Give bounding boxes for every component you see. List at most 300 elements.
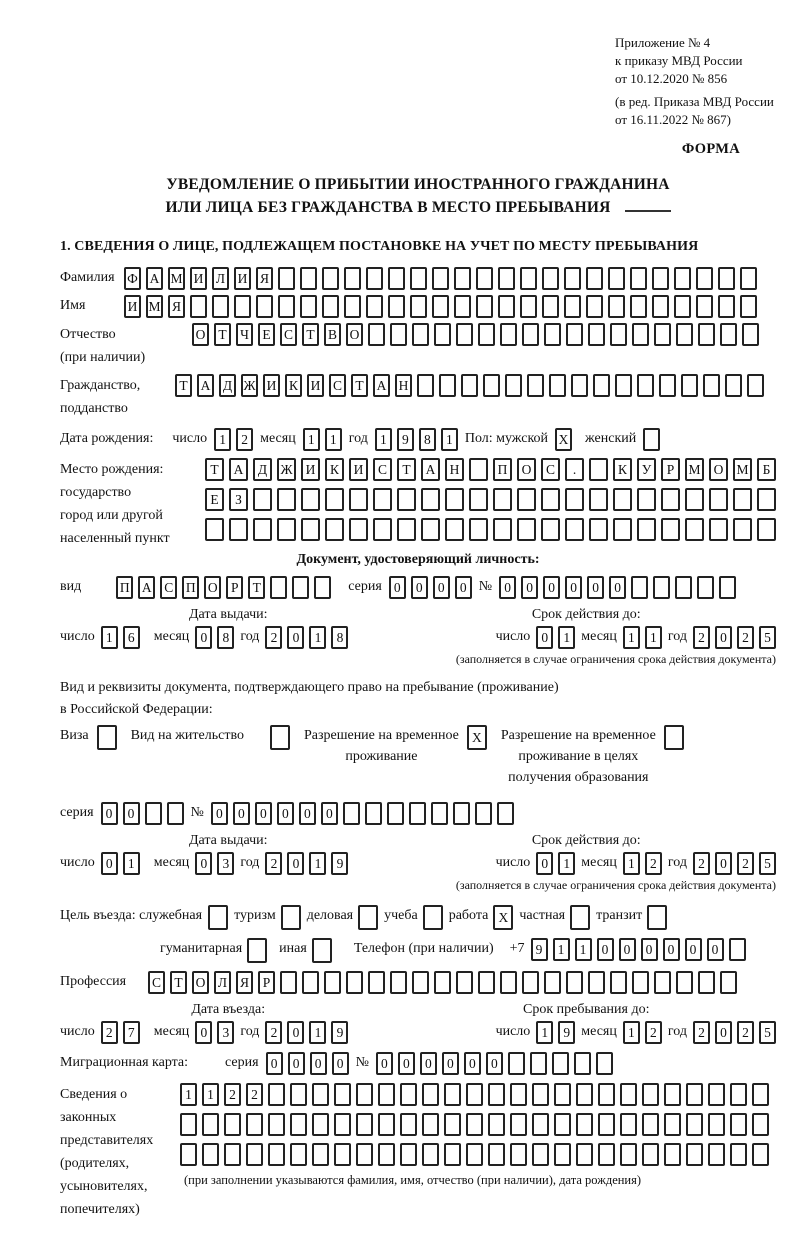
form-cell[interactable] xyxy=(444,1083,461,1106)
form-cell[interactable] xyxy=(596,1052,613,1075)
form-cell[interactable] xyxy=(277,488,296,511)
form-cell[interactable] xyxy=(469,458,488,481)
form-cell[interactable] xyxy=(423,905,443,930)
form-cell[interactable]: А xyxy=(229,458,248,481)
form-cell[interactable] xyxy=(344,267,361,290)
form-cell[interactable]: 0 xyxy=(101,852,118,875)
form-cell[interactable] xyxy=(698,971,715,994)
form-cell[interactable] xyxy=(456,971,473,994)
form-cell[interactable]: 1 xyxy=(441,428,458,451)
form-cell[interactable] xyxy=(378,1083,395,1106)
form-cell[interactable] xyxy=(637,374,654,397)
form-cell[interactable]: Ф xyxy=(124,267,141,290)
form-cell[interactable] xyxy=(730,1083,747,1106)
form-cell[interactable] xyxy=(608,295,625,318)
form-cell[interactable] xyxy=(686,1083,703,1106)
form-cell[interactable] xyxy=(642,1113,659,1136)
form-cell[interactable]: А xyxy=(373,374,390,397)
form-cell[interactable]: X xyxy=(555,428,572,451)
form-cell[interactable] xyxy=(564,267,581,290)
form-cell[interactable]: 1 xyxy=(325,428,342,451)
form-cell[interactable]: 2 xyxy=(645,852,662,875)
form-cell[interactable] xyxy=(253,518,272,541)
form-cell[interactable]: Р xyxy=(661,458,680,481)
form-cell[interactable]: Р xyxy=(258,971,275,994)
form-cell[interactable] xyxy=(270,576,287,599)
form-cell[interactable] xyxy=(697,576,714,599)
form-cell[interactable] xyxy=(312,938,332,963)
form-cell[interactable] xyxy=(549,374,566,397)
form-cell[interactable] xyxy=(278,295,295,318)
form-cell[interactable]: 0 xyxy=(287,626,304,649)
form-cell[interactable]: 1 xyxy=(375,428,392,451)
form-cell[interactable] xyxy=(630,295,647,318)
form-cell[interactable]: 2 xyxy=(737,852,754,875)
form-cell[interactable] xyxy=(642,1083,659,1106)
form-cell[interactable]: 5 xyxy=(759,626,776,649)
form-cell[interactable] xyxy=(508,1052,525,1075)
form-cell[interactable] xyxy=(517,518,536,541)
form-cell[interactable] xyxy=(493,488,512,511)
form-cell[interactable] xyxy=(565,488,584,511)
form-cell[interactable] xyxy=(719,576,736,599)
form-cell[interactable] xyxy=(378,1113,395,1136)
form-cell[interactable] xyxy=(322,267,339,290)
form-cell[interactable] xyxy=(453,802,470,825)
form-cell[interactable] xyxy=(589,458,608,481)
form-cell[interactable] xyxy=(631,576,648,599)
form-cell[interactable] xyxy=(517,488,536,511)
form-cell[interactable]: 8 xyxy=(217,626,234,649)
form-cell[interactable]: 2 xyxy=(265,852,282,875)
form-cell[interactable] xyxy=(654,323,671,346)
form-cell[interactable] xyxy=(520,267,537,290)
form-cell[interactable] xyxy=(586,267,603,290)
form-cell[interactable]: 0 xyxy=(619,938,636,961)
form-cell[interactable] xyxy=(718,267,735,290)
form-cell[interactable]: 0 xyxy=(321,802,338,825)
form-cell[interactable]: 2 xyxy=(693,626,710,649)
form-cell[interactable] xyxy=(676,971,693,994)
form-cell[interactable] xyxy=(247,938,267,963)
form-cell[interactable] xyxy=(325,488,344,511)
form-cell[interactable]: О xyxy=(192,971,209,994)
form-cell[interactable]: П xyxy=(182,576,199,599)
form-cell[interactable]: 1 xyxy=(180,1083,197,1106)
form-cell[interactable]: 0 xyxy=(195,852,212,875)
form-cell[interactable]: Т xyxy=(175,374,192,397)
form-cell[interactable] xyxy=(708,1083,725,1106)
form-cell[interactable]: 2 xyxy=(101,1021,118,1044)
form-cell[interactable] xyxy=(417,374,434,397)
form-cell[interactable] xyxy=(400,1113,417,1136)
form-cell[interactable]: С xyxy=(329,374,346,397)
form-cell[interactable] xyxy=(664,1113,681,1136)
form-cell[interactable] xyxy=(302,971,319,994)
form-cell[interactable] xyxy=(476,267,493,290)
form-cell[interactable] xyxy=(571,374,588,397)
form-cell[interactable]: 0 xyxy=(287,1021,304,1044)
form-cell[interactable]: П xyxy=(493,458,512,481)
form-cell[interactable]: 1 xyxy=(303,428,320,451)
form-cell[interactable] xyxy=(366,295,383,318)
form-cell[interactable]: П xyxy=(116,576,133,599)
form-cell[interactable]: З xyxy=(229,488,248,511)
form-cell[interactable]: Н xyxy=(395,374,412,397)
form-cell[interactable]: 6 xyxy=(123,626,140,649)
form-cell[interactable] xyxy=(434,971,451,994)
form-cell[interactable] xyxy=(566,971,583,994)
form-cell[interactable]: 0 xyxy=(376,1052,393,1075)
form-cell[interactable] xyxy=(733,488,752,511)
form-cell[interactable] xyxy=(718,295,735,318)
form-cell[interactable]: У xyxy=(637,458,656,481)
form-cell[interactable]: 1 xyxy=(623,852,640,875)
form-cell[interactable]: 2 xyxy=(265,1021,282,1044)
form-cell[interactable] xyxy=(301,488,320,511)
form-cell[interactable]: И xyxy=(301,458,320,481)
form-cell[interactable] xyxy=(674,267,691,290)
form-cell[interactable]: 0 xyxy=(123,802,140,825)
form-cell[interactable] xyxy=(300,267,317,290)
form-cell[interactable]: X xyxy=(493,905,513,930)
form-cell[interactable] xyxy=(532,1083,549,1106)
form-cell[interactable] xyxy=(390,971,407,994)
form-cell[interactable] xyxy=(576,1083,593,1106)
form-cell[interactable] xyxy=(208,905,228,930)
form-cell[interactable] xyxy=(439,374,456,397)
form-cell[interactable]: В xyxy=(324,323,341,346)
form-cell[interactable] xyxy=(246,1113,263,1136)
form-cell[interactable] xyxy=(510,1113,527,1136)
form-cell[interactable]: 0 xyxy=(565,576,582,599)
form-cell[interactable] xyxy=(720,323,737,346)
form-cell[interactable]: Т xyxy=(302,323,319,346)
form-cell[interactable]: 0 xyxy=(398,1052,415,1075)
form-cell[interactable]: 2 xyxy=(737,626,754,649)
form-cell[interactable]: 1 xyxy=(309,626,326,649)
form-cell[interactable] xyxy=(301,518,320,541)
form-cell[interactable] xyxy=(637,488,656,511)
form-cell[interactable]: Н xyxy=(445,458,464,481)
form-cell[interactable]: 7 xyxy=(123,1021,140,1044)
form-cell[interactable]: 0 xyxy=(486,1052,503,1075)
form-cell[interactable]: 0 xyxy=(389,576,406,599)
form-cell[interactable]: М xyxy=(733,458,752,481)
form-cell[interactable] xyxy=(397,488,416,511)
form-cell[interactable] xyxy=(740,295,757,318)
form-cell[interactable] xyxy=(729,938,746,961)
form-cell[interactable]: 0 xyxy=(101,802,118,825)
form-cell[interactable]: 9 xyxy=(331,852,348,875)
form-cell[interactable] xyxy=(709,488,728,511)
form-cell[interactable]: 0 xyxy=(266,1052,283,1075)
form-cell[interactable] xyxy=(421,518,440,541)
form-cell[interactable]: С xyxy=(373,458,392,481)
form-cell[interactable]: 0 xyxy=(287,852,304,875)
form-cell[interactable]: И xyxy=(190,267,207,290)
form-cell[interactable] xyxy=(454,267,471,290)
form-cell[interactable] xyxy=(498,295,515,318)
form-cell[interactable]: 0 xyxy=(433,576,450,599)
form-cell[interactable]: 2 xyxy=(693,1021,710,1044)
form-cell[interactable] xyxy=(588,323,605,346)
form-cell[interactable] xyxy=(554,1083,571,1106)
form-cell[interactable]: 2 xyxy=(645,1021,662,1044)
form-cell[interactable]: X xyxy=(467,725,487,750)
form-cell[interactable] xyxy=(505,374,522,397)
form-cell[interactable]: С xyxy=(160,576,177,599)
form-cell[interactable] xyxy=(292,576,309,599)
form-cell[interactable]: 0 xyxy=(195,1021,212,1044)
form-cell[interactable] xyxy=(742,323,759,346)
form-cell[interactable] xyxy=(696,295,713,318)
form-cell[interactable] xyxy=(709,518,728,541)
form-cell[interactable]: И xyxy=(124,295,141,318)
form-cell[interactable] xyxy=(483,374,500,397)
form-cell[interactable] xyxy=(224,1113,241,1136)
form-cell[interactable]: 0 xyxy=(597,938,614,961)
form-cell[interactable]: М xyxy=(146,295,163,318)
form-cell[interactable]: 0 xyxy=(310,1052,327,1075)
form-cell[interactable]: А xyxy=(146,267,163,290)
form-cell[interactable]: Е xyxy=(205,488,224,511)
form-cell[interactable]: И xyxy=(234,267,251,290)
form-cell[interactable]: 9 xyxy=(397,428,414,451)
form-cell[interactable]: 1 xyxy=(553,938,570,961)
form-cell[interactable]: Т xyxy=(248,576,265,599)
form-cell[interactable] xyxy=(588,971,605,994)
form-cell[interactable]: 0 xyxy=(499,576,516,599)
form-cell[interactable]: 0 xyxy=(277,802,294,825)
form-cell[interactable]: 0 xyxy=(442,1052,459,1075)
form-cell[interactable] xyxy=(202,1113,219,1136)
form-cell[interactable]: С xyxy=(541,458,560,481)
form-cell[interactable]: 5 xyxy=(759,1021,776,1044)
form-cell[interactable] xyxy=(475,802,492,825)
form-cell[interactable] xyxy=(461,374,478,397)
form-cell[interactable]: О xyxy=(346,323,363,346)
form-cell[interactable]: К xyxy=(613,458,632,481)
form-cell[interactable] xyxy=(493,518,512,541)
form-cell[interactable] xyxy=(593,374,610,397)
form-cell[interactable] xyxy=(356,1083,373,1106)
form-cell[interactable] xyxy=(500,323,517,346)
form-cell[interactable]: 1 xyxy=(575,938,592,961)
form-cell[interactable] xyxy=(643,428,660,451)
form-cell[interactable] xyxy=(322,295,339,318)
form-cell[interactable] xyxy=(620,1113,637,1136)
form-cell[interactable] xyxy=(541,518,560,541)
form-cell[interactable]: 1 xyxy=(558,626,575,649)
form-cell[interactable] xyxy=(268,1083,285,1106)
form-cell[interactable]: 0 xyxy=(663,938,680,961)
form-cell[interactable]: 0 xyxy=(288,1052,305,1075)
form-cell[interactable] xyxy=(422,1083,439,1106)
form-cell[interactable]: Т xyxy=(214,323,231,346)
form-cell[interactable] xyxy=(343,802,360,825)
form-cell[interactable] xyxy=(190,295,207,318)
form-cell[interactable] xyxy=(280,971,297,994)
form-cell[interactable] xyxy=(613,488,632,511)
form-cell[interactable]: 2 xyxy=(246,1083,263,1106)
form-cell[interactable]: 8 xyxy=(419,428,436,451)
form-cell[interactable]: 0 xyxy=(715,852,732,875)
form-cell[interactable]: 3 xyxy=(217,852,234,875)
form-cell[interactable]: 2 xyxy=(737,1021,754,1044)
form-cell[interactable]: 1 xyxy=(536,1021,553,1044)
form-cell[interactable] xyxy=(488,1113,505,1136)
form-cell[interactable] xyxy=(358,905,378,930)
form-cell[interactable] xyxy=(400,1083,417,1106)
form-cell[interactable]: Я xyxy=(236,971,253,994)
form-cell[interactable] xyxy=(346,971,363,994)
form-cell[interactable]: Т xyxy=(397,458,416,481)
form-cell[interactable] xyxy=(388,295,405,318)
form-cell[interactable] xyxy=(574,1052,591,1075)
form-cell[interactable] xyxy=(290,1113,307,1136)
form-cell[interactable] xyxy=(674,295,691,318)
form-cell[interactable] xyxy=(647,905,667,930)
form-cell[interactable]: 2 xyxy=(236,428,253,451)
form-cell[interactable]: 0 xyxy=(543,576,560,599)
form-cell[interactable] xyxy=(632,971,649,994)
form-cell[interactable]: 1 xyxy=(623,1021,640,1044)
form-cell[interactable] xyxy=(608,267,625,290)
form-cell[interactable] xyxy=(373,488,392,511)
form-cell[interactable] xyxy=(576,1113,593,1136)
form-cell[interactable]: 1 xyxy=(623,626,640,649)
form-cell[interactable] xyxy=(552,1052,569,1075)
form-cell[interactable] xyxy=(598,1113,615,1136)
form-cell[interactable] xyxy=(733,518,752,541)
form-cell[interactable]: И xyxy=(307,374,324,397)
form-cell[interactable]: Д xyxy=(253,458,272,481)
form-cell[interactable] xyxy=(422,1113,439,1136)
form-cell[interactable] xyxy=(478,971,495,994)
form-cell[interactable] xyxy=(757,518,776,541)
form-cell[interactable]: 0 xyxy=(536,852,553,875)
form-cell[interactable] xyxy=(469,518,488,541)
form-cell[interactable]: 5 xyxy=(759,852,776,875)
form-cell[interactable] xyxy=(541,488,560,511)
form-cell[interactable]: 0 xyxy=(455,576,472,599)
form-cell[interactable] xyxy=(268,1113,285,1136)
form-cell[interactable] xyxy=(676,323,693,346)
form-cell[interactable]: 1 xyxy=(214,428,231,451)
form-cell[interactable] xyxy=(476,295,493,318)
form-cell[interactable]: 1 xyxy=(123,852,140,875)
form-cell[interactable]: 0 xyxy=(233,802,250,825)
form-cell[interactable] xyxy=(530,1052,547,1075)
form-cell[interactable] xyxy=(747,374,764,397)
form-cell[interactable]: 8 xyxy=(331,626,348,649)
form-cell[interactable] xyxy=(324,971,341,994)
form-cell[interactable] xyxy=(637,518,656,541)
form-cell[interactable] xyxy=(410,295,427,318)
form-cell[interactable]: Р xyxy=(226,576,243,599)
form-cell[interactable]: 0 xyxy=(609,576,626,599)
form-cell[interactable]: А xyxy=(138,576,155,599)
form-cell[interactable] xyxy=(544,971,561,994)
form-cell[interactable] xyxy=(661,488,680,511)
form-cell[interactable] xyxy=(277,518,296,541)
form-cell[interactable] xyxy=(349,488,368,511)
form-cell[interactable]: 0 xyxy=(536,626,553,649)
form-cell[interactable] xyxy=(610,971,627,994)
form-cell[interactable] xyxy=(300,295,317,318)
form-cell[interactable] xyxy=(703,374,720,397)
form-cell[interactable] xyxy=(686,1113,703,1136)
form-cell[interactable]: Я xyxy=(168,295,185,318)
form-cell[interactable] xyxy=(466,1113,483,1136)
form-cell[interactable]: Б xyxy=(757,458,776,481)
form-cell[interactable] xyxy=(410,267,427,290)
form-cell[interactable] xyxy=(180,1113,197,1136)
form-cell[interactable] xyxy=(659,374,676,397)
form-cell[interactable]: И xyxy=(263,374,280,397)
form-cell[interactable] xyxy=(544,323,561,346)
form-cell[interactable] xyxy=(542,267,559,290)
form-cell[interactable] xyxy=(589,488,608,511)
form-cell[interactable]: С xyxy=(280,323,297,346)
form-cell[interactable] xyxy=(431,802,448,825)
form-cell[interactable] xyxy=(652,295,669,318)
form-cell[interactable]: О xyxy=(709,458,728,481)
form-cell[interactable]: 9 xyxy=(331,1021,348,1044)
form-cell[interactable] xyxy=(290,1083,307,1106)
form-cell[interactable] xyxy=(270,725,290,750)
form-cell[interactable] xyxy=(356,1113,373,1136)
form-cell[interactable] xyxy=(620,1083,637,1106)
form-cell[interactable] xyxy=(497,802,514,825)
form-cell[interactable] xyxy=(432,267,449,290)
form-cell[interactable] xyxy=(312,1083,329,1106)
form-cell[interactable] xyxy=(652,267,669,290)
form-cell[interactable] xyxy=(752,1083,769,1106)
form-cell[interactable] xyxy=(205,518,224,541)
form-cell[interactable] xyxy=(698,323,715,346)
form-cell[interactable] xyxy=(681,374,698,397)
form-cell[interactable] xyxy=(434,323,451,346)
form-cell[interactable] xyxy=(685,518,704,541)
form-cell[interactable]: К xyxy=(285,374,302,397)
form-cell[interactable] xyxy=(229,518,248,541)
form-cell[interactable]: 0 xyxy=(332,1052,349,1075)
form-cell[interactable]: Ж xyxy=(277,458,296,481)
form-cell[interactable] xyxy=(365,802,382,825)
form-cell[interactable]: Л xyxy=(214,971,231,994)
form-cell[interactable]: Т xyxy=(205,458,224,481)
form-cell[interactable] xyxy=(752,1113,769,1136)
form-cell[interactable] xyxy=(661,518,680,541)
form-cell[interactable]: 1 xyxy=(309,1021,326,1044)
form-cell[interactable] xyxy=(466,1083,483,1106)
form-cell[interactable]: М xyxy=(168,267,185,290)
form-cell[interactable] xyxy=(598,1083,615,1106)
form-cell[interactable] xyxy=(720,971,737,994)
form-cell[interactable] xyxy=(388,267,405,290)
form-cell[interactable] xyxy=(654,971,671,994)
form-cell[interactable] xyxy=(344,295,361,318)
form-cell[interactable]: Л xyxy=(212,267,229,290)
form-cell[interactable] xyxy=(613,518,632,541)
form-cell[interactable]: . xyxy=(565,458,584,481)
form-cell[interactable] xyxy=(757,488,776,511)
form-cell[interactable] xyxy=(570,905,590,930)
form-cell[interactable] xyxy=(368,323,385,346)
form-cell[interactable]: 0 xyxy=(707,938,724,961)
